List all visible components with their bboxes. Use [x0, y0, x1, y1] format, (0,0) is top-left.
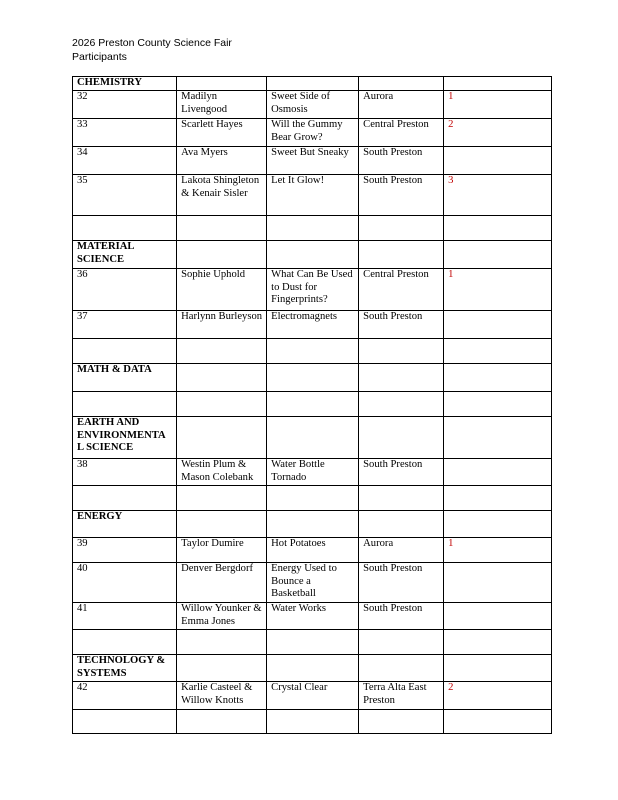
- entry-place: [444, 563, 552, 603]
- empty-cell: [267, 216, 359, 241]
- participants-table: [72, 76, 552, 734]
- blank-row: [73, 216, 552, 241]
- blank-row: [73, 486, 552, 511]
- table-row: [73, 682, 552, 710]
- empty-cell: [359, 630, 444, 655]
- entry-number: 33: [73, 119, 177, 147]
- table-row: [73, 538, 552, 563]
- entry-project: Will the Gummy Bear Grow?: [267, 119, 359, 147]
- empty-cell: [359, 392, 444, 417]
- category-label: EARTH AND ENVIRONMENTAL SCIENCE: [73, 417, 177, 459]
- category-row: [73, 364, 552, 392]
- entry-name: Westin Plum & Mason Colebank: [177, 459, 267, 486]
- empty-cell: [177, 339, 267, 364]
- entry-place: 1: [444, 269, 552, 311]
- empty-cell: [359, 364, 444, 392]
- empty-cell: [267, 392, 359, 417]
- entry-number: 36: [73, 269, 177, 311]
- empty-cell: [444, 417, 552, 459]
- entry-project: Hot Potatoes: [267, 538, 359, 563]
- fair-subtitle: Participants: [72, 50, 127, 63]
- empty-cell: [177, 392, 267, 417]
- entry-project: Let It Glow!: [267, 175, 359, 216]
- empty-cell: [73, 486, 177, 511]
- empty-cell: [444, 241, 552, 269]
- entry-name: Sophie Uphold: [177, 269, 267, 311]
- blank-row: [73, 710, 552, 734]
- empty-cell: [267, 417, 359, 459]
- empty-cell: [444, 216, 552, 241]
- empty-cell: [444, 392, 552, 417]
- entry-name: Scarlett Hayes: [177, 119, 267, 147]
- blank-row: [73, 630, 552, 655]
- empty-cell: [359, 486, 444, 511]
- document-heading: [72, 37, 232, 64]
- entry-place: 2: [444, 119, 552, 147]
- blank-row: [73, 392, 552, 417]
- empty-cell: [359, 216, 444, 241]
- category-row: [73, 511, 552, 538]
- empty-cell: [444, 77, 552, 91]
- table-row: [73, 119, 552, 147]
- empty-cell: [73, 339, 177, 364]
- empty-cell: [359, 710, 444, 734]
- empty-cell: [177, 364, 267, 392]
- empty-cell: [267, 77, 359, 91]
- entry-number: 32: [73, 91, 177, 119]
- table-row: [73, 269, 552, 311]
- fair-title: 2026 Preston County Science Fair: [72, 37, 232, 49]
- category-row: [73, 655, 552, 682]
- empty-cell: [267, 364, 359, 392]
- empty-cell: [73, 710, 177, 734]
- empty-cell: [359, 655, 444, 682]
- entry-name: Ava Myers: [177, 147, 267, 175]
- entry-place: [444, 147, 552, 175]
- entry-place: 3: [444, 175, 552, 216]
- empty-cell: [359, 241, 444, 269]
- entry-place: 2: [444, 682, 552, 710]
- empty-cell: [444, 511, 552, 538]
- empty-cell: [359, 511, 444, 538]
- entry-school: South Preston: [359, 459, 444, 486]
- empty-cell: [267, 710, 359, 734]
- table-row: [73, 91, 552, 119]
- empty-cell: [267, 486, 359, 511]
- entry-school: Central Preston: [359, 119, 444, 147]
- entry-project: Crystal Clear: [267, 682, 359, 710]
- empty-cell: [177, 241, 267, 269]
- category-label: MATH & DATA: [73, 364, 177, 392]
- entry-name: Willow Younker & Emma Jones: [177, 603, 267, 630]
- category-label: ENERGY: [73, 511, 177, 538]
- entry-number: 42: [73, 682, 177, 710]
- entry-school: Central Preston: [359, 269, 444, 311]
- empty-cell: [267, 339, 359, 364]
- table-row: [73, 563, 552, 603]
- entry-number: 38: [73, 459, 177, 486]
- blank-row: [73, 339, 552, 364]
- empty-cell: [359, 77, 444, 91]
- table-row: [73, 459, 552, 486]
- entry-project: Sweet Side of Osmosis: [267, 91, 359, 119]
- empty-cell: [177, 216, 267, 241]
- empty-cell: [267, 241, 359, 269]
- empty-cell: [444, 710, 552, 734]
- entry-name: Harlynn Burleyson: [177, 311, 267, 339]
- entry-project: Sweet But Sneaky: [267, 147, 359, 175]
- entry-name: Lakota Shingleton & Kenair Sisler: [177, 175, 267, 216]
- entry-name: Denver Bergdorf: [177, 563, 267, 603]
- entry-school: South Preston: [359, 147, 444, 175]
- entry-number: 35: [73, 175, 177, 216]
- empty-cell: [73, 216, 177, 241]
- empty-cell: [177, 710, 267, 734]
- table-row: [73, 147, 552, 175]
- empty-cell: [267, 655, 359, 682]
- entry-school: South Preston: [359, 603, 444, 630]
- empty-cell: [177, 630, 267, 655]
- empty-cell: [73, 630, 177, 655]
- category-label: MATERIAL SCIENCE: [73, 241, 177, 269]
- table-row: [73, 603, 552, 630]
- entry-project: Electromagnets: [267, 311, 359, 339]
- empty-cell: [444, 339, 552, 364]
- entry-place: 1: [444, 91, 552, 119]
- participants-table-body: [73, 77, 552, 734]
- empty-cell: [177, 77, 267, 91]
- entry-number: 37: [73, 311, 177, 339]
- empty-cell: [177, 486, 267, 511]
- entry-name: Karlie Casteel & Willow Knotts: [177, 682, 267, 710]
- entry-name: Madilyn Livengood: [177, 91, 267, 119]
- entry-place: [444, 459, 552, 486]
- entry-place: 1: [444, 538, 552, 563]
- empty-cell: [73, 392, 177, 417]
- entry-project: Energy Used to Bounce a Basketball: [267, 563, 359, 603]
- category-label: TECHNOLOGY & SYSTEMS: [73, 655, 177, 682]
- empty-cell: [267, 511, 359, 538]
- entry-school: Terra Alta East Preston: [359, 682, 444, 710]
- empty-cell: [359, 417, 444, 459]
- entry-project: Water Works: [267, 603, 359, 630]
- category-row: [73, 241, 552, 269]
- empty-cell: [444, 364, 552, 392]
- entry-school: South Preston: [359, 563, 444, 603]
- empty-cell: [444, 655, 552, 682]
- entry-number: 40: [73, 563, 177, 603]
- entry-project: What Can Be Used to Dust for Fingerprints?: [267, 269, 359, 311]
- empty-cell: [177, 511, 267, 538]
- entry-place: [444, 311, 552, 339]
- entry-school: Aurora: [359, 538, 444, 563]
- empty-cell: [444, 486, 552, 511]
- entry-school: South Preston: [359, 311, 444, 339]
- entry-name: Taylor Dumire: [177, 538, 267, 563]
- empty-cell: [177, 417, 267, 459]
- entry-school: South Preston: [359, 175, 444, 216]
- table-row: [73, 311, 552, 339]
- category-row: [73, 417, 552, 459]
- entry-school: Aurora: [359, 91, 444, 119]
- entry-number: 34: [73, 147, 177, 175]
- empty-cell: [267, 630, 359, 655]
- empty-cell: [444, 630, 552, 655]
- category-label: CHEMISTRY: [73, 77, 177, 91]
- category-row: [73, 77, 552, 91]
- entry-place: [444, 603, 552, 630]
- empty-cell: [359, 339, 444, 364]
- entry-project: Water Bottle Tornado: [267, 459, 359, 486]
- table-row: [73, 175, 552, 216]
- entry-number: 41: [73, 603, 177, 630]
- entry-number: 39: [73, 538, 177, 563]
- empty-cell: [177, 655, 267, 682]
